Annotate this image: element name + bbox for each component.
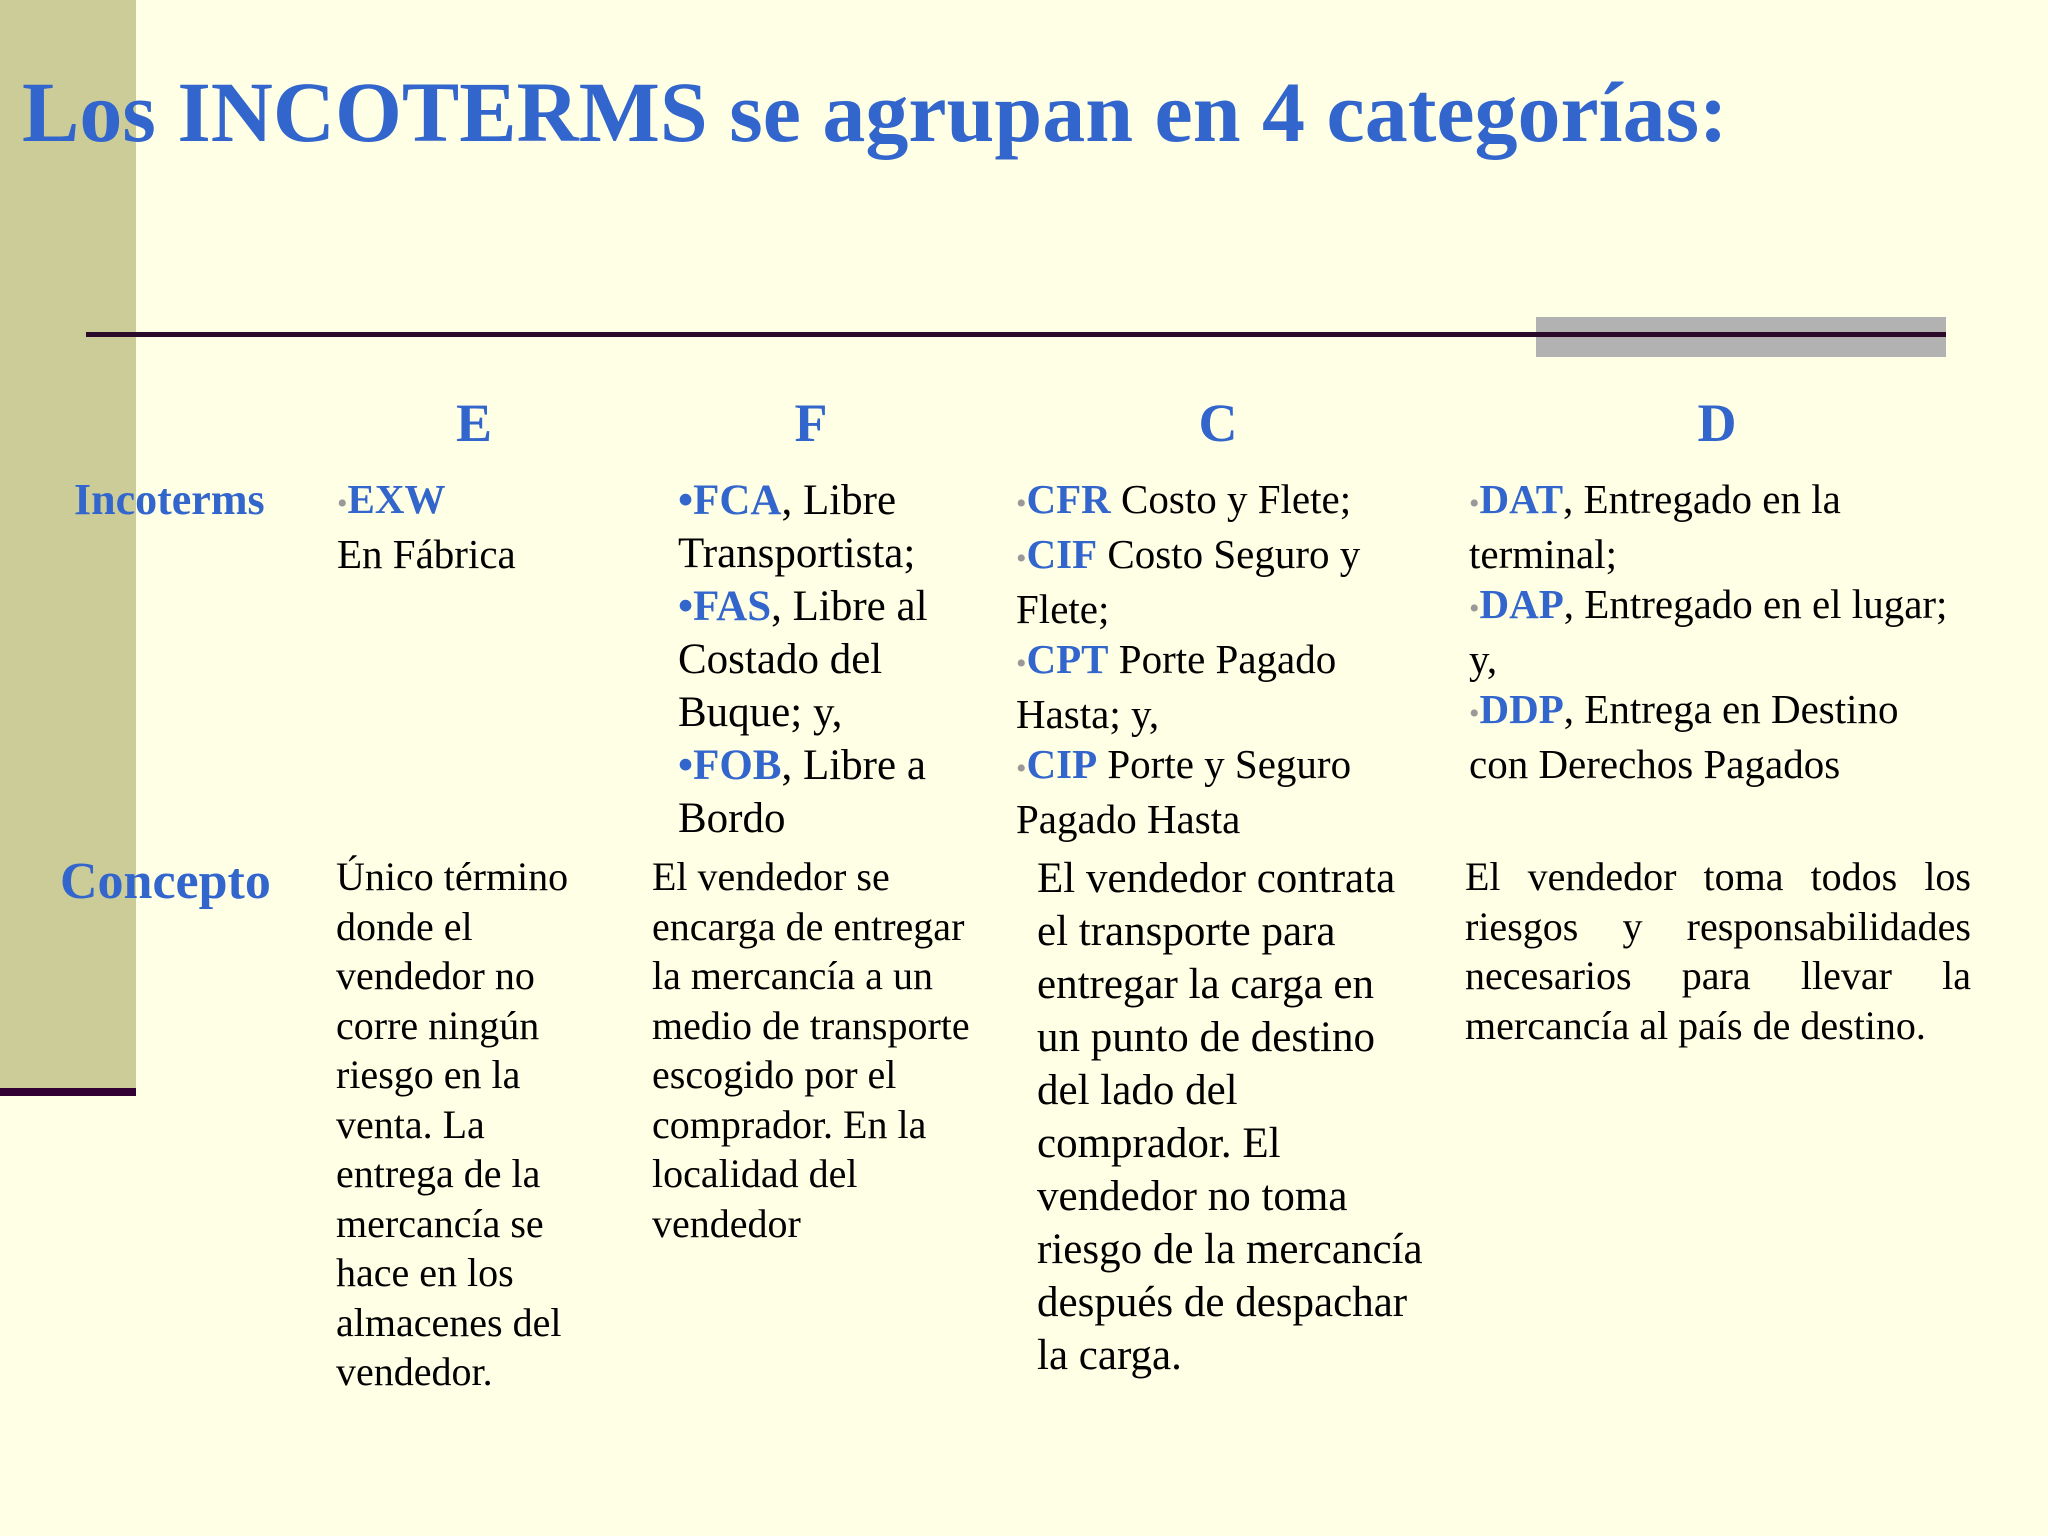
incoterm-code: FOB	[693, 742, 782, 789]
incoterm-description: En Fábrica	[337, 531, 516, 577]
decorative-gray-block	[1536, 317, 1946, 357]
concepto-cell-e: Único término donde el vendedor no corre ningún riesgo en la venta. La entrega de la mercancía se hace en los almacenes del vendedor.	[336, 854, 569, 1394]
concepto-cell-f: El vendedor se encarga de entregar la mercancía a un medio de transporte escogido por el comprador. En la localidad del vendedor	[652, 854, 970, 1246]
bullet-icon: •	[1469, 487, 1480, 520]
incoterm-item	[1016, 739, 1396, 844]
incoterm-code: DDP	[1479, 686, 1564, 732]
left-decorative-bar	[0, 0, 136, 1088]
row-label-incoterms: Incoterms	[74, 475, 265, 524]
incoterm-description: Costo y Flete;	[1110, 476, 1352, 522]
bullet-icon: •	[678, 477, 694, 524]
left-bar-underline	[0, 1088, 136, 1096]
incoterm-item	[678, 580, 978, 739]
column-header-f: F	[794, 393, 828, 453]
bullet-icon: •	[678, 583, 694, 630]
incoterm-code: FCA	[693, 477, 782, 524]
incoterm-code: DAT	[1479, 476, 1564, 522]
incoterm-description: , Libre al Costado del Buque; y,	[678, 583, 928, 736]
concepto-cell-d: El vendedor toma todos los riesgos y responsabilidades necesarios para llevar la mercancía al país de destino.	[1465, 854, 1971, 1048]
incoterm-item	[678, 739, 978, 845]
incoterm-code: CPT	[1026, 636, 1109, 682]
incoterm-item	[1469, 579, 1949, 684]
incoterm-item	[1016, 529, 1396, 634]
concepto-cell-c: El vendedor contrata el transporte para entregar la carga en un punto de destino del lado del comprador. El vendedor no toma riesgo de la mercancía después de despachar la carga.	[1037, 855, 1423, 1379]
row-label-concepto: Concepto	[60, 853, 271, 910]
bullet-icon: •	[1469, 697, 1480, 730]
incoterm-item	[1016, 634, 1396, 739]
incoterm-code: EXW	[347, 476, 446, 522]
incoterm-code: FAS	[693, 583, 772, 630]
incoterm-code: DAP	[1479, 581, 1564, 627]
slide-title: Los INCOTERMS se agrupan en 4 categorías:	[22, 64, 1728, 160]
incoterm-item	[1469, 474, 1949, 579]
bullet-icon: •	[1016, 487, 1027, 520]
bullet-icon: •	[1016, 542, 1027, 575]
incoterm-description: Costo Seguro y Flete;	[1016, 531, 1361, 632]
incoterm-item	[678, 474, 978, 580]
incoterm-code: CIF	[1026, 531, 1098, 577]
incoterm-description: , Entrega en Destino con Derechos Pagados	[1469, 686, 1899, 787]
incoterm-description: , Entregado en el lugar; y,	[1469, 581, 1948, 682]
incoterms-cell-f	[678, 474, 978, 845]
incoterm-description: Porte y Seguro Pagado Hasta	[1016, 741, 1352, 842]
incoterm-item	[337, 474, 637, 579]
incoterm-code: CFR	[1026, 476, 1111, 522]
bullet-icon: •	[1016, 647, 1027, 680]
column-header-c: C	[1198, 393, 1238, 453]
incoterm-code: CIP	[1026, 741, 1098, 787]
bullet-icon: •	[337, 487, 348, 520]
incoterms-cell-c	[1016, 474, 1396, 844]
incoterm-item	[1469, 684, 1949, 789]
incoterm-description: Porte Pagado Hasta; y,	[1016, 636, 1337, 737]
bullet-icon: •	[1469, 592, 1480, 625]
incoterm-item	[1016, 474, 1396, 529]
horizontal-rule	[86, 332, 1946, 337]
incoterm-description: , Entregado en la terminal;	[1469, 476, 1841, 577]
incoterm-description: , Libre Transportista;	[678, 477, 916, 577]
incoterms-cell-e	[337, 474, 637, 579]
column-header-d: D	[1697, 393, 1737, 453]
column-header-e: E	[455, 393, 493, 453]
bullet-icon: •	[678, 742, 694, 789]
incoterm-description: , Libre a Bordo	[678, 742, 926, 842]
incoterms-cell-d	[1469, 474, 1949, 789]
bullet-icon: •	[1016, 752, 1027, 785]
